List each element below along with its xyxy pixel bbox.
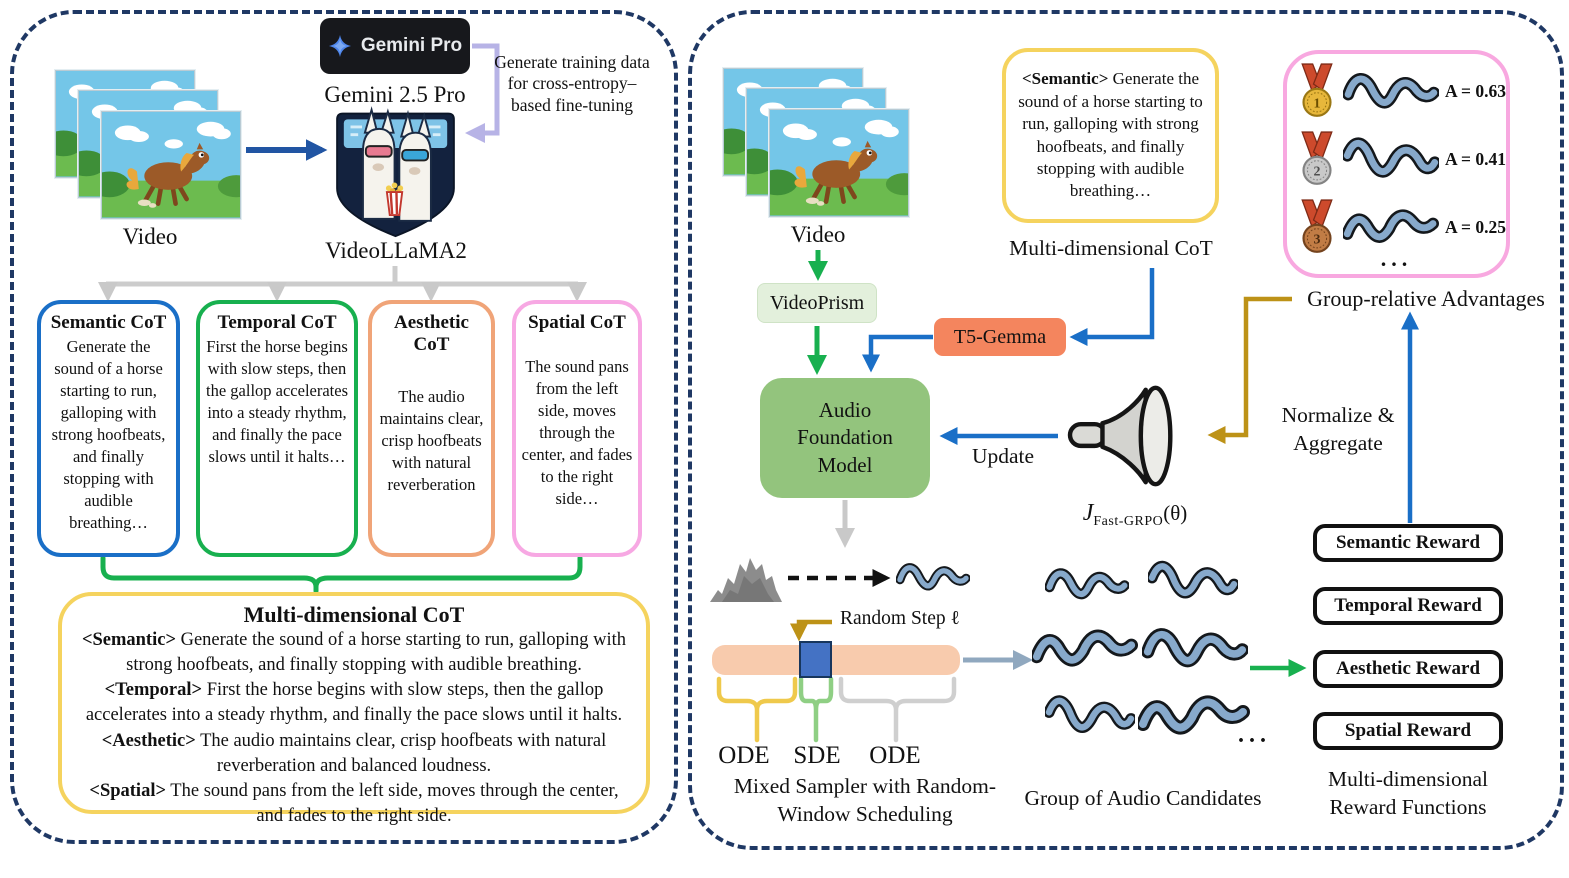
aesthetic-cot-body: The audio maintains clear, crisp hoofbeats with natural reverberation (379, 387, 484, 494)
medal-3-rank: 3 (1313, 232, 1321, 248)
multi-cot-box (58, 592, 650, 827)
temporal-cot-box (196, 300, 358, 557)
semantic-tag: <Semantic> (81, 630, 176, 650)
advantage-2-score: A = 0.41 (1445, 148, 1507, 169)
video-frames-right (723, 68, 913, 220)
candidate-waveform (1032, 620, 1138, 678)
sde-label: SDE (793, 742, 841, 769)
gemini-title: Gemini 2.5 Pro (324, 82, 466, 107)
ode-label-left: ODE (718, 742, 770, 769)
gemini-star-icon (328, 34, 352, 58)
objective-args: (θ) (1163, 501, 1188, 525)
waveform-icon (1343, 201, 1439, 253)
aesthetic-text: The audio maintains clear, crisp hoofbeats with natural reverberation and balanced loudness. (195, 730, 607, 776)
temporal-reward-box: Temporal Reward (1313, 587, 1503, 625)
waveform-icon (1343, 65, 1439, 117)
semantic-reward-box: Semantic Reward (1313, 524, 1503, 562)
spatial-tag: <Spatial> (89, 780, 167, 801)
advantage-3-score: A = 0.25 (1445, 216, 1507, 237)
semantic-text: Generate the sound of a horse starting to run, galloping with strong hoofbeats, and finally stopping with audible breathing. (126, 630, 627, 676)
aesthetic-cot-title: Aesthetic CoT (394, 312, 469, 355)
multi-cot-label-right: Multi-dimensional CoT (1009, 236, 1213, 260)
t5-gemma-box: T5-Gemma (934, 318, 1066, 356)
video-frames-left (55, 70, 245, 222)
waveform-icon (1343, 133, 1439, 185)
semantic-cot-box-right (1002, 48, 1219, 223)
videollama-title: VideoLLaMA2 (325, 238, 467, 263)
semantic-tag: <Semantic> (1021, 69, 1109, 89)
aesthetic-reward-box: Aesthetic Reward (1313, 650, 1503, 688)
objective-J: J (1082, 500, 1094, 526)
multi-cot-temporal (74, 678, 634, 728)
aesthetic-tag: <Aesthetic> (101, 730, 196, 751)
semantic-cot-body: Generate the sound of a horse starting to run, galloping with strong hoofbeats, and finally stopping with audible breathing… (51, 337, 166, 532)
medal-2-icon (1297, 130, 1337, 188)
grpo-objective-label (1060, 500, 1210, 530)
multi-cot-spatial (74, 779, 634, 829)
candidates-ellipsis: ... (1238, 722, 1271, 748)
semantic-cot-title: Semantic CoT (50, 312, 167, 333)
funnel-icon (1066, 378, 1192, 496)
medal-1-rank: 1 (1313, 96, 1321, 112)
spatial-cot-box (512, 300, 642, 557)
advantages-box (1283, 50, 1510, 278)
rewards-caption: Multi-dimensional Reward Functions (1327, 767, 1489, 819)
video-frame (769, 109, 909, 217)
aesthetic-cot-box (368, 300, 495, 557)
advantage-row-1 (1297, 62, 1506, 120)
candidate-waveform (1138, 686, 1250, 746)
generated-audio-waveform (896, 552, 970, 602)
gemini-pro-badge (320, 18, 470, 74)
advantage-row-2 (1297, 130, 1506, 188)
multi-cot-aesthetic (74, 729, 634, 779)
video-label-right: Video (790, 222, 846, 247)
videollama-logo (333, 104, 458, 238)
advantage-1-score: A = 0.63 (1445, 80, 1507, 101)
semantic-cot-box (37, 300, 180, 557)
candidates-caption: Group of Audio Candidates (1024, 786, 1262, 810)
spatial-reward-box: Spatial Reward (1313, 712, 1503, 750)
sde-window-marker (799, 641, 832, 678)
candidate-waveform (1148, 552, 1238, 610)
video-label-left: Video (122, 224, 178, 249)
sampler-timeline-bar (712, 645, 960, 675)
semantic-text: Generate the sound of a horse starting to run, galloping with strong hoofbeats, and finally stopping with audible breathing… (1018, 69, 1203, 201)
noise-blob-icon (708, 550, 784, 604)
multi-cot-body (62, 628, 646, 829)
candidate-waveform (1045, 558, 1129, 610)
video-frame (101, 111, 241, 219)
medal-1-icon (1297, 62, 1337, 120)
multi-cot-title: Multi-dimensional CoT (243, 602, 465, 627)
temporal-tag: <Temporal> (104, 680, 203, 701)
spatial-text: The sound pans from the left side, moves through the center, and fades to the right side. (166, 780, 619, 827)
temporal-cot-title: Temporal CoT (217, 312, 337, 333)
candidate-waveform (1045, 688, 1135, 743)
advantages-ellipsis: ... (1380, 246, 1413, 271)
sampler-caption: Mixed Sampler with Random-Window Scheduling (733, 774, 997, 826)
videoprism-box: VideoPrism (757, 283, 877, 323)
update-label: Update (971, 444, 1035, 468)
objective-subscript: Fast-GRPO (1093, 514, 1164, 530)
normalize-aggregate-label: Normalize & Aggregate (1281, 403, 1395, 455)
multi-cot-semantic (74, 628, 634, 678)
medal-2-rank: 2 (1313, 164, 1321, 180)
temporal-cot-body: First the horse begins with slow steps, then the gallop accelerates into a steady rhythm, and finally the pace slows until it halts… (206, 337, 348, 466)
random-step-label: Random Step ℓ (840, 608, 960, 629)
candidate-waveform (1142, 618, 1248, 678)
spatial-cot-title: Spatial CoT (528, 312, 626, 333)
finetune-note: Generate training data for cross-entropy–based fine-tuning (494, 52, 650, 115)
gemini-badge-label: Gemini Pro (360, 35, 463, 56)
semantic-cot-text-right (1016, 68, 1205, 203)
spatial-cot-body: The sound pans from the left side, moves through the center, and fades to the right side… (521, 357, 633, 508)
temporal-text: First the horse begins with slow steps, then the gallop accelerates into a steady rhythm, and finally the pace slows until it halts. (85, 680, 623, 726)
advantages-label: Group-relative Advantages (1307, 286, 1545, 311)
audio-foundation-model-box: Audio Foundation Model (760, 378, 930, 498)
ode-label-right: ODE (869, 742, 921, 769)
